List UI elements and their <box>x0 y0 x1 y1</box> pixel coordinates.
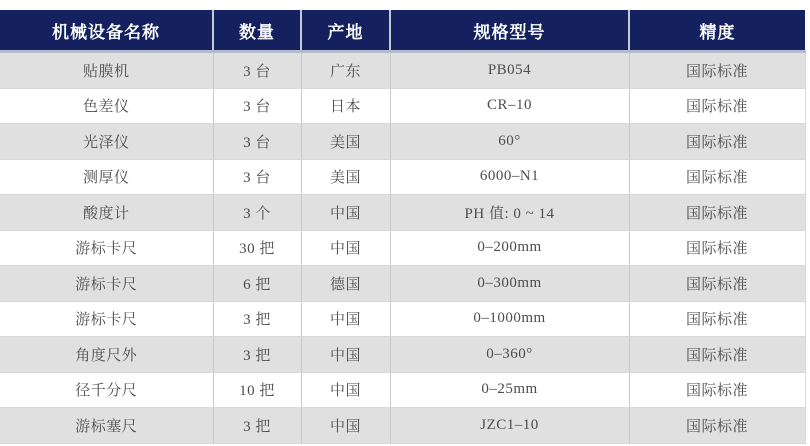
table-row <box>0 159 805 195</box>
cell-qty: 3 把 <box>213 301 301 337</box>
cell-qty: 3 台 <box>213 52 301 89</box>
cell-origin: 中国 <box>301 408 390 444</box>
cell-model: 0–360° <box>390 337 629 373</box>
table-row <box>0 408 805 444</box>
table-row <box>0 337 805 373</box>
table-row <box>0 124 805 160</box>
cell-origin: 中国 <box>301 230 390 266</box>
cell-origin: 日本 <box>301 88 390 124</box>
cell-precision: 国际标准 <box>629 88 805 124</box>
cell-name: 酸度计 <box>0 195 213 231</box>
cell-model: 0–25mm <box>390 372 629 408</box>
table-row <box>0 88 805 124</box>
cell-origin: 中国 <box>301 301 390 337</box>
table-row <box>0 230 805 266</box>
cell-precision: 国际标准 <box>629 301 805 337</box>
table-body <box>0 52 805 444</box>
cell-qty: 6 把 <box>213 266 301 302</box>
cell-precision: 国际标准 <box>629 408 805 444</box>
table-row <box>0 301 805 337</box>
cell-precision: 国际标准 <box>629 372 805 408</box>
cell-name: 径千分尺 <box>0 372 213 408</box>
table-row <box>0 195 805 231</box>
cell-qty: 3 台 <box>213 159 301 195</box>
cell-precision: 国际标准 <box>629 195 805 231</box>
cell-origin: 德国 <box>301 266 390 302</box>
cell-name: 贴膜机 <box>0 52 213 89</box>
header-model: 规格型号 <box>390 10 629 52</box>
cell-origin: 美国 <box>301 159 390 195</box>
cell-model: 0–200mm <box>390 230 629 266</box>
cell-precision: 国际标准 <box>629 52 805 89</box>
header-equipment-name: 机械设备名称 <box>0 10 213 52</box>
cell-qty: 30 把 <box>213 230 301 266</box>
cell-model: 0–1000mm <box>390 301 629 337</box>
cell-precision: 国际标准 <box>629 266 805 302</box>
cell-model: JZC1–10 <box>390 408 629 444</box>
cell-origin: 中国 <box>301 195 390 231</box>
cell-qty: 3 把 <box>213 337 301 373</box>
cell-name: 游标卡尺 <box>0 301 213 337</box>
header-row <box>0 10 805 52</box>
table-header <box>0 10 805 52</box>
cell-name: 游标卡尺 <box>0 230 213 266</box>
cell-precision: 国际标准 <box>629 230 805 266</box>
cell-origin: 中国 <box>301 372 390 408</box>
table-row <box>0 52 805 89</box>
cell-origin: 中国 <box>301 337 390 373</box>
cell-origin: 广东 <box>301 52 390 89</box>
cell-precision: 国际标准 <box>629 124 805 160</box>
cell-name: 游标塞尺 <box>0 408 213 444</box>
header-origin: 产地 <box>301 10 390 52</box>
table-row <box>0 266 805 302</box>
cell-qty: 3 把 <box>213 408 301 444</box>
cell-precision: 国际标准 <box>629 337 805 373</box>
cell-qty: 10 把 <box>213 372 301 408</box>
equipment-table <box>0 10 806 444</box>
table-row <box>0 372 805 408</box>
cell-name: 色差仪 <box>0 88 213 124</box>
cell-origin: 美国 <box>301 124 390 160</box>
cell-model: 6000–N1 <box>390 159 629 195</box>
cell-precision: 国际标准 <box>629 159 805 195</box>
cell-name: 测厚仪 <box>0 159 213 195</box>
cell-model: PH 值: 0 ~ 14 <box>390 195 629 231</box>
cell-qty: 3 台 <box>213 124 301 160</box>
cell-name: 光泽仪 <box>0 124 213 160</box>
header-precision: 精度 <box>629 10 805 52</box>
header-quantity: 数量 <box>213 10 301 52</box>
cell-model: 60° <box>390 124 629 160</box>
cell-model: CR–10 <box>390 88 629 124</box>
cell-name: 游标卡尺 <box>0 266 213 302</box>
cell-qty: 3 台 <box>213 88 301 124</box>
cell-model: 0–300mm <box>390 266 629 302</box>
cell-model: PB054 <box>390 52 629 89</box>
cell-name: 角度尺外 <box>0 337 213 373</box>
cell-qty: 3 个 <box>213 195 301 231</box>
